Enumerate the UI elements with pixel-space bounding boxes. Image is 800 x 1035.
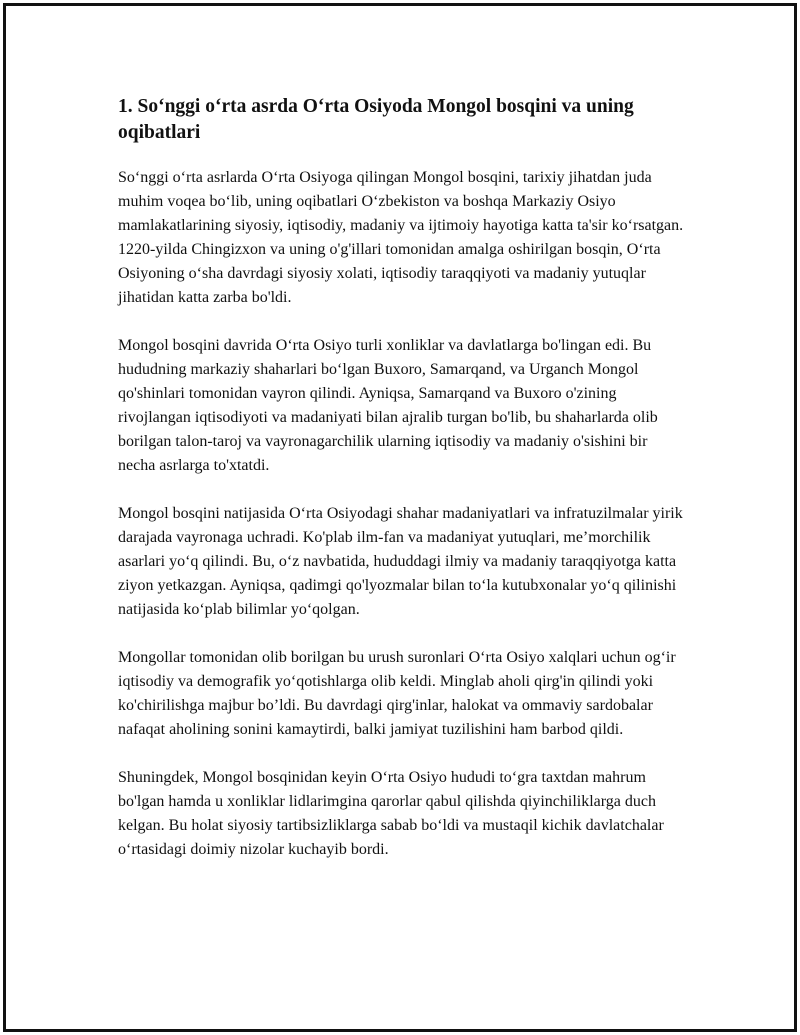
paragraph-5: Shuningdek, Mongol bosqinidan keyin O‘rta Osiyo hududi to‘gra taxtdan mahrum bo'lgan hamda u xonliklar lidlarimgina qarorlar qabul qilishda qiyinchiliklarga duch kelgan. Bu holat siyosiy tartibsizliklarga sabab bo‘ldi va mustaqil kichik davlatchalar o‘rtasidagi doimiy nizolar kuchayib bordi. — [118, 769, 664, 858]
document-body — [118, 94, 686, 862]
paragraph-2: Mongol bosqini davrida O‘rta Osiyo turli xonliklar va davlatlarga bo'lingan edi. Bu hududning markaziy shaharlari bo‘lgan Buxoro, Samarqand, va Urganch Mongol qo'shinlari tomonidan vayron qilindi. Ayniqsa, Samarqand va Buxoro o'zining rivojlangan iqtisodiyoti va madaniyati bilan ajralib turgan bo'lib, bu shaharlarda olib borilgan talon-taroj va vayronagarchilik ularning iqtisodiy va madaniy o'sishini bir necha asrlarga to'xtatdi. — [118, 337, 658, 474]
document-title: 1. So‘nggi o‘rta asrda O‘rta Osiyoda Mongol bosqini va uning oqibatlari — [118, 96, 634, 143]
paragraph-1: So‘nggi o‘rta asrlarda O‘rta Osiyoga qilingan Mongol bosqini, tarixiy jihatdan juda muhim voqea bo‘lib, uning oqibatlari O‘zbekiston va boshqa Markaziy Osiyo mamlakatlarining siyosiy, iqtisodiy, madaniy va ijtimoiy hayotiga katta ta'sir ko‘rsatgan. 1220-yilda Chingizxon va uning o'g'illari tomonidan amalga oshirilgan bosqin, O‘rta Osiyoning o‘sha davrdagi siyosiy xolati, iqtisodiy taraqqiyoti va madaniy yutuqlar jihatidan katta zarba bo'ldi. — [118, 169, 684, 306]
paragraph-3: Mongol bosqini natijasida O‘rta Osiyodagi shahar madaniyatlari va infratuzilmalar yirik darajada vayronaga uchradi. Ko'plab ilm-fan va madaniyat yutuqlari, me’morchilik asarlari yo‘q qilindi. Bu, o‘z navbatida, hududdagi ilmiy va madaniy taraqqiyotga katta ziyon yetkazgan. Ayniqsa, qadimgi qo'lyozmalar bilan to‘la kutubxonalar yo‘q qilinishi natijasida ko‘plab bilimlar yo‘qolgan. — [118, 505, 683, 618]
paragraph-4: Mongollar tomonidan olib borilgan bu urush suronlari O‘rta Osiyo xalqlari uchun og‘ir iqtisodiy va demografik yo‘qotishlarga olib keldi. Minglab aholi qirg'in qilindi yoki ko'chirilishga majbur bo’ldi. Bu davrdagi qirg'inlar, halokat va ommaviy sardobalar nafaqat aholining sonini kamaytirdi, balki jamiyat tuzilishini ham barbod qildi. — [118, 649, 676, 738]
